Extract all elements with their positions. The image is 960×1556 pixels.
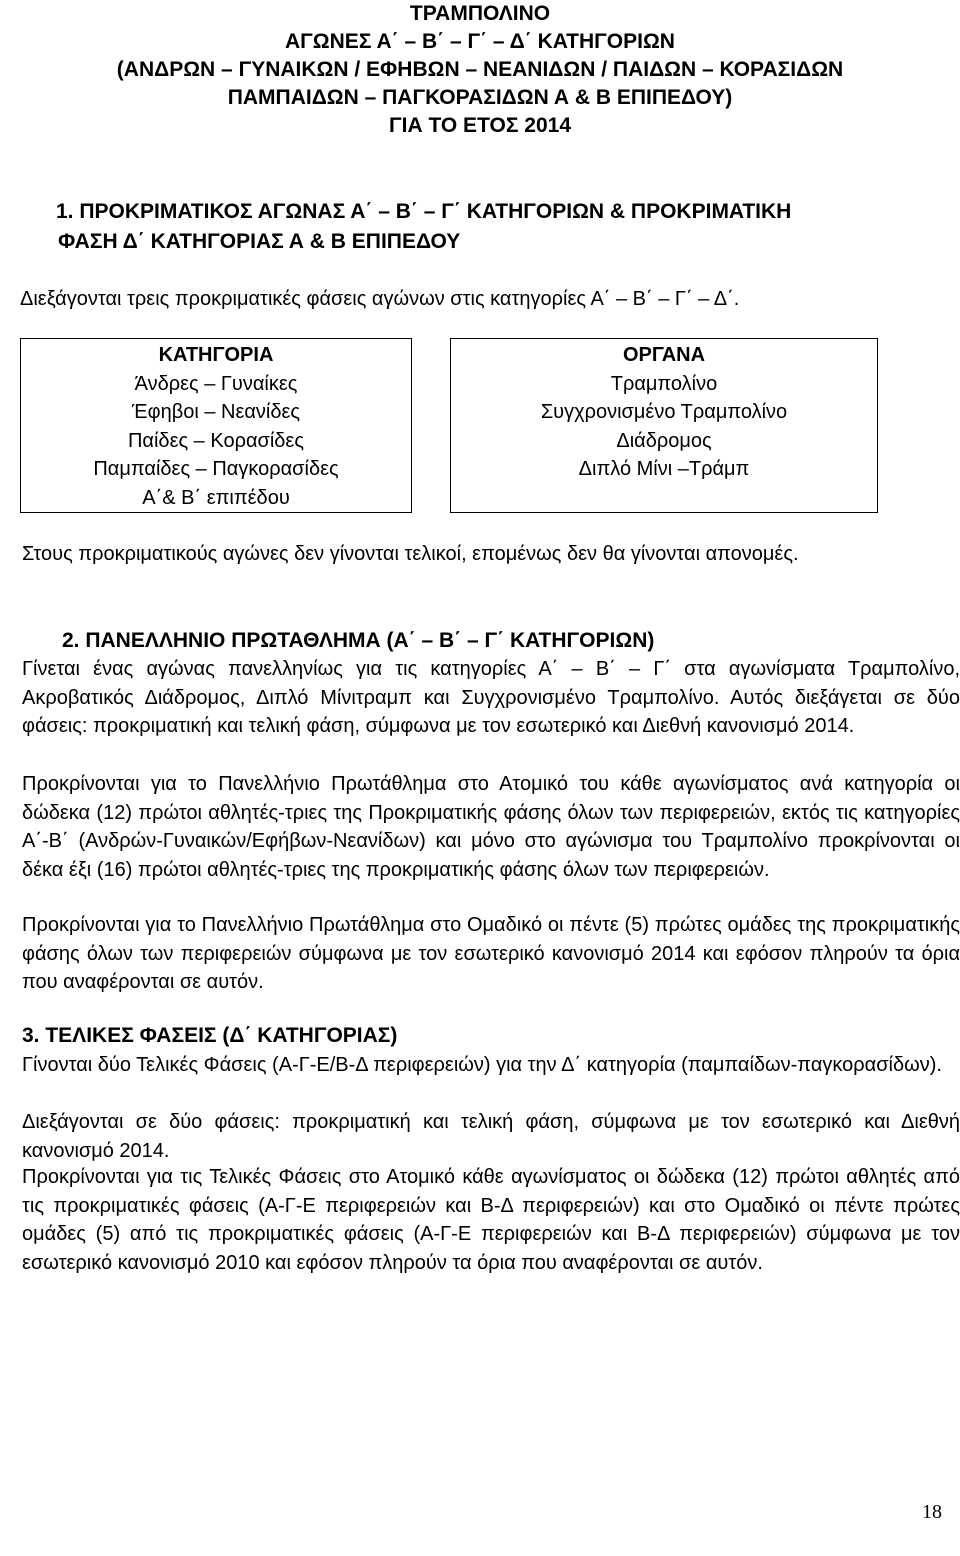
section2-paragraph: Προκρίνονται για το Πανελλήνιο Πρωτάθλημα στο Ατομικό του κάθε αγωνίσματος ανά κατηγορία οι δώδεκα (12) πρώτοι αθλητές-τριες της Προκριματικής φάσης όλων των περιφερειών, εκτός τις κατηγορίες Α΄-Β΄ (Ανδρών-Γυναικών/Εφήβων-Νεανίδων) και μόνο στο αγώνισμα του Τραμπολίνο προκρίνονται οι δέκα έξι (16) πρώτοι αθλητές-τριες της προκριματικής φάσης όλων των περιφερειών. [22, 773, 960, 881]
category-item: Έφηβοι – Νεανίδες [131, 401, 301, 423]
section3-paragraph: Προκρίνονται για τις Τελικές Φάσεις στο Ατομικό κάθε αγωνίσματος οι δώδεκα (12) πρώτοι αθλητές από τις προκριματικές φάσεις (Α-Γ-Ε περιφερειών και Β-Δ περιφερειών) και στο Ομαδικό οι πέντε πρώτες ομάδες (5) από τις προκριματικές φάσεις (Α-Γ-Ε περιφερειών και Β-Δ περιφερειών) σύμφωνα με τον εσωτερικό κανονισμό 2010 και εφόσον πληρούν τα όρια που αναφέρονται σε αυτόν. [22, 1166, 960, 1274]
apparatus-item: Διάδρομος [616, 429, 712, 452]
category-cell [21, 339, 412, 513]
apparatus-item: Συγχρονισμένο Τραμπολίνο [540, 401, 788, 423]
apparatus-cell [451, 339, 878, 513]
section2-paragraph: Γίνεται ένας αγώνας πανελληνίως για τις κατηγορίες Α΄ – Β΄ – Γ΄ στα αγωνίσματα Τραμπολίνο, Ακροβατικός Διάδρομος, Διπλό Μίνιτραμπ και Συγχρονισμένο Τραμπολίνο. Αυτός διεξάγεται σε δύο φάσεις: προκριματική και τελική φάση, σύμφωνα με τον εσωτερικό και Διεθνή κανονισμό 2014. [22, 658, 960, 738]
section2-paragraph: Προκρίνονται για το Πανελλήνιο Πρωτάθλημα στο Ομαδικό οι πέντε (5) πρώτες ομάδες της προκριματικής φάσης όλων των περιφερειών σύμφωνα με τον εσωτερικό κανονισμό 2014 και εφόσον πληρούν τα όρια που αναφέρονται σε αυτόν. [22, 914, 960, 994]
title-line: ΠΑΜΠΑΙΔΩΝ – ΠΑΓΚΟΡΑΣΙΔΩΝ Α & Β ΕΠΙΠΕΔΟΥ) [227, 86, 733, 109]
section1-note: Στους προκριματικούς αγώνες δεν γίνονται τελικοί, επομένως δεν θα γίνονται απονομές. [22, 543, 799, 565]
document-title [20, 0, 940, 140]
section3-paragraph: Γίνονται δύο Τελικές Φάσεις (Α-Γ-Ε/Β-Δ περιφερειών) για την Δ΄ κατηγορία (παμπαίδων-παγκορασίδων). [22, 1054, 942, 1076]
apparatus-item: Τραμπολίνο [610, 372, 718, 395]
page-number: 18 [922, 1501, 942, 1523]
section1-intro: Διεξάγονται τρεις προκριματικές φάσεις αγώνων στις κατηγορίες Α΄ – Β΄ – Γ΄ – Δ΄. [20, 288, 740, 310]
section3-heading: 3. ΤΕΛΙΚΕΣ ΦΑΣΕΙΣ (Δ΄ ΚΑΤΗΓΟΡΙΑΣ) [22, 1024, 398, 1047]
section3-paragraph: Διεξάγονται σε δύο φάσεις: προκριματική και τελική φάση, σύμφωνα με τον εσωτερικό και Διεθνή κανονισμό 2014. [22, 1111, 960, 1162]
section2-heading: 2. ΠΑΝΕΛΛΗΝΙΟ ΠΡΩΤΑΘΛΗΜΑ (Α΄ – Β΄ – Γ΄ ΚΑΤΗΓΟΡΙΩΝ) [62, 629, 655, 652]
category-header: ΚΑΤΗΓΟΡΙΑ [158, 344, 274, 366]
title-line: ΓΙΑ ΤΟ ΕΤΟΣ 2014 [388, 114, 572, 137]
title-line: ΤΡΑΜΠΟΛΙΝΟ [409, 2, 551, 25]
category-item: Παμπαίδες – Παγκορασίδες [93, 458, 339, 480]
apparatus-header: ΟΡΓΑΝΑ [622, 344, 706, 366]
apparatus-item: Διπλό Μίνι –Τράμπ [578, 458, 750, 480]
section1-heading-continued: ΦΑΣΗ Δ΄ ΚΑΤΗΓΟΡΙΑΣ Α & Β ΕΠΙΠΕΔΟΥ [58, 230, 461, 253]
category-item: Άνδρες – Γυναίκες [134, 372, 298, 395]
table-gap [412, 339, 451, 513]
section1-heading: 1. ΠΡΟΚΡΙΜΑΤΙΚΟΣ ΑΓΩΝΑΣ Α΄ – Β΄ – Γ΄ ΚΑΤΗΓΟΡΙΩΝ & ΠΡΟΚΡΙΜΑΤΙΚΗ [56, 200, 792, 223]
title-line: (ΑΝΔΡΩΝ – ΓΥΝΑΙΚΩΝ / ΕΦΗΒΩΝ – ΝΕΑΝΙΔΩΝ / ΠΑΙΔΩΝ – ΚΟΡΑΣΙΔΩΝ [116, 58, 844, 81]
category-apparatus-table [20, 338, 878, 513]
title-line: ΑΓΩΝΕΣ Α΄ – Β΄ – Γ΄ – Δ΄ ΚΑΤΗΓΟΡΙΩΝ [285, 30, 675, 53]
category-item: Παίδες – Κορασίδες [127, 429, 304, 452]
category-item: Α΄& Β΄ επιπέδου [142, 486, 290, 509]
